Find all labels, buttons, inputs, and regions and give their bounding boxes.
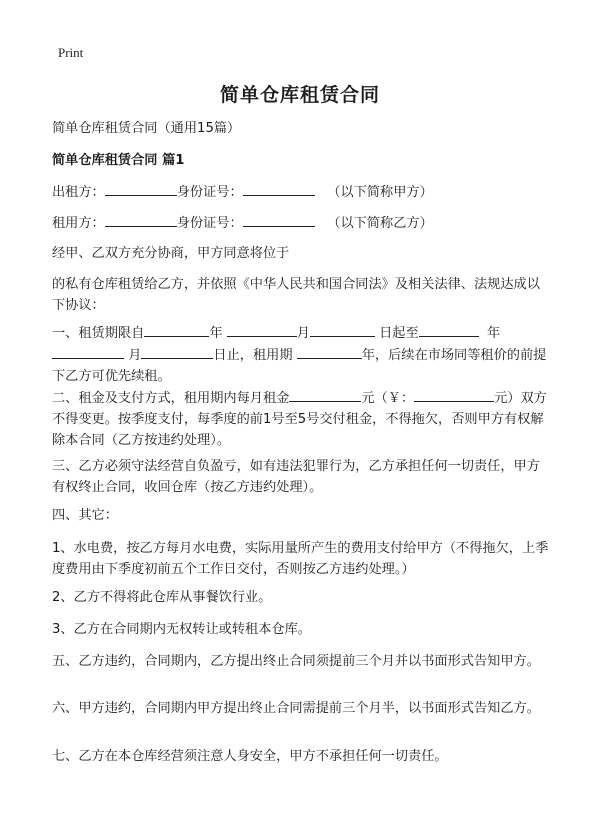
clause2-blank (289, 387, 361, 402)
clause-1 (52, 322, 552, 387)
lessee-id-blank (243, 212, 315, 227)
clause-4-2: 2、乙方不得将此仓库从事餐饮行业。 (52, 590, 272, 605)
clause1-blank (144, 322, 209, 337)
lessor-name-blank (105, 181, 177, 196)
lessor-id-blank (243, 181, 315, 196)
section-heading: 简单仓库租赁合同 篇1 (52, 153, 185, 168)
lessee-id-label: 身份证号： (176, 216, 243, 231)
document-subtitle: 简单仓库租赁合同（通用15篇） (52, 121, 241, 136)
clause1-blank (297, 344, 362, 359)
clause1-month1: 月 (296, 326, 310, 341)
intro-paragraph-1: 经甲、乙双方充分协商，甲方同意将位于 (52, 246, 290, 261)
clause-4-3: 3、乙方在合同期内无权转让或转租本仓库。 (52, 622, 311, 637)
clause1-blank (419, 322, 479, 337)
clause1-year1: 年 (209, 326, 223, 341)
clause1-year2: 年 (487, 326, 501, 341)
lessee-name-blank (105, 212, 177, 227)
clause-3: 三、乙方必须守法经营自负盈亏，如有违法犯罪行为，乙方承担任何一切责任，甲方有权终止合同，收回仓库（按乙方违约处理）。 (52, 459, 540, 495)
clause1-blank (141, 344, 213, 359)
clause1-day2: 日止，租用期 (213, 348, 293, 363)
clause1-blank (52, 344, 124, 359)
clause1-blank (310, 322, 375, 337)
clause1-start: 一、租赁期限自 (52, 326, 145, 341)
clause2-middle: 元（￥： (361, 391, 415, 406)
clause-4-heading: 四、其它： (52, 508, 118, 523)
clause1-blank (227, 322, 297, 337)
lessor-label: 出租方： (52, 185, 105, 200)
clause1-month2: 月 (128, 348, 142, 363)
lessee-suffix: （以下简称乙方） (327, 216, 433, 231)
clause1-day1: 日起至 (379, 326, 419, 341)
document-title: 简单仓库租赁合同 (219, 84, 380, 106)
clause-6: 六、甲方违约，合同期内甲方提出终止合同需提前三个月半，以书面形式告知乙方。 (52, 701, 540, 716)
lessor-line (52, 181, 552, 203)
clause2-end: 元）双方不得变更。按季度支付，每季度的前1号至5号交付租金，不得拖欠，否则甲方有权解除本合同（乙方按违约处理）。 (52, 391, 547, 448)
clause-4-1: 1、水电费，按乙方每月水电费，实际用量所产生的费用支付给甲方（不得拖欠，上季度费用由下季度初前五个工作日交付，否则按乙方违约处理。） (52, 541, 549, 577)
clause2-blank (414, 387, 494, 402)
clause-5: 五、乙方违约，合同期内，乙方提出终止合同须提前三个月并以书面形式告知甲方。 (52, 654, 540, 669)
clause-2 (52, 387, 552, 451)
print-link[interactable]: Print (58, 45, 84, 60)
lessor-suffix: （以下简称甲方） (327, 185, 433, 200)
lessee-label: 租用方： (52, 216, 105, 231)
clause-7: 七、乙方在本仓库经营须注意人身安全，甲方不承担任何一切责任。 (52, 749, 448, 764)
clause1-tail: 年，后续在市场同等租价的前提下乙方可优先续租。 (52, 348, 547, 384)
intro-paragraph-2: 的私有仓库租赁给乙方，并依照《中华人民共和国合同法》及相关法律、法规达成以下协议： (52, 277, 540, 313)
clause2-start: 二、租金及支付方式，租用期内每月租金 (52, 391, 290, 406)
lessee-line (52, 212, 552, 234)
lessor-id-label: 身份证号： (176, 185, 243, 200)
